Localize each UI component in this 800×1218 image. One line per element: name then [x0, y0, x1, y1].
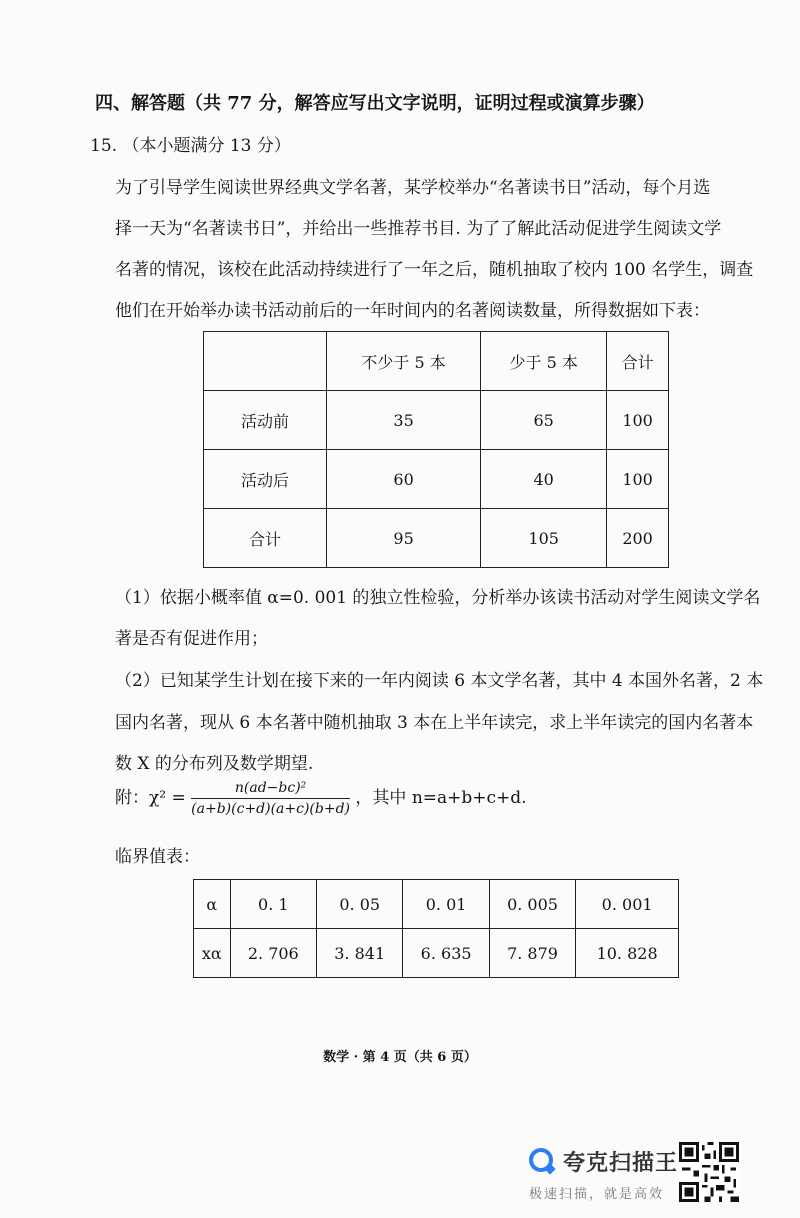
question-line-1: 为了引导学生阅读世界经典文学名著，某学校举办“名著读书日”活动，每个月选 [115, 178, 711, 198]
table-row [204, 450, 669, 509]
table-cell: 40 [481, 450, 607, 509]
table-header-row [204, 332, 669, 391]
table-cell: 10. 828 [576, 929, 679, 978]
table-cell: 3. 841 [317, 929, 403, 978]
question-line-3: 名著的情况，该校在此活动持续进行了一年之后，随机抽取了校内 100 名学生，调查 [115, 260, 754, 280]
survey-table [203, 331, 669, 568]
table-cell: 不少于 5 本 [327, 332, 481, 391]
qr-code-icon [679, 1142, 739, 1202]
table-row [194, 929, 679, 978]
table-row [194, 880, 679, 929]
table-cell: 活动前 [204, 391, 327, 450]
part1-line-1: （1）依据小概率值 α=0. 001 的独立性检验，分析举办该读书活动对学生阅读文学名 [115, 588, 761, 608]
table-cell: 105 [481, 509, 607, 568]
formula-numerator: n(ad−bc)² [191, 780, 350, 799]
formula-denominator: (a+b)(c+d)(a+c)(b+d) [191, 801, 351, 817]
table-cell: 100 [607, 450, 669, 509]
question-number: 15. （本小题满分 13 分） [90, 136, 291, 156]
table-cell: 合计 [607, 332, 669, 391]
table-cell: 35 [327, 391, 481, 450]
part2-line-3: 数 X 的分布列及数学期望. [115, 754, 314, 774]
table-cell: 60 [327, 450, 481, 509]
table-cell: xα [194, 929, 231, 978]
table-cell: 少于 5 本 [481, 332, 607, 391]
page-footer: 数学 · 第 4 页（共 6 页） [323, 1050, 477, 1065]
table-cell: 7. 879 [489, 929, 575, 978]
scanner-watermark [523, 1142, 793, 1206]
table-row [204, 509, 669, 568]
table-cell [204, 332, 327, 391]
formula-prefix: 附：χ² = [115, 788, 186, 808]
chi-square-formula [115, 780, 527, 817]
table-cell: α [194, 880, 231, 929]
quark-logo-icon [529, 1148, 553, 1172]
critical-value-table [193, 879, 679, 978]
part1-line-2: 著是否有促进作用； [115, 629, 268, 649]
table-cell: 100 [607, 391, 669, 450]
table-cell: 6. 635 [403, 929, 489, 978]
table-cell: 2. 706 [230, 929, 316, 978]
table-cell: 65 [481, 391, 607, 450]
formula-suffix: ，其中 n=a+b+c+d. [355, 788, 527, 808]
table-row [204, 391, 669, 450]
table-cell: 200 [607, 509, 669, 568]
section-header: 四、解答题（共 77 分，解答应写出文字说明，证明过程或演算步骤） [95, 93, 655, 114]
table-cell: 0. 1 [230, 880, 316, 929]
formula-fraction [191, 780, 350, 817]
table-cell: 0. 005 [489, 880, 575, 929]
question-line-2: 择一天为“名著读书日”，并给出一些推荐书目. 为了了解此活动促进学生阅读文学 [115, 219, 722, 239]
table-cell: 活动后 [204, 450, 327, 509]
table-cell: 合计 [204, 509, 327, 568]
part2-line-1: （2）已知某学生计划在接下来的一年内阅读 6 本文学名著，其中 4 本国外名著，2 本 [115, 671, 764, 691]
brand-name: 夸克扫描王 [563, 1151, 679, 1176]
table-cell: 0. 001 [576, 880, 679, 929]
brand-slogan: 极速扫描，就是高效 [529, 1187, 665, 1202]
table-cell: 0. 05 [317, 880, 403, 929]
table-cell: 95 [327, 509, 481, 568]
table-cell: 0. 01 [403, 880, 489, 929]
critical-value-label: 临界值表： [115, 847, 200, 867]
part2-line-2: 国内名著，现从 6 本名著中随机抽取 3 本在上半年读完，求上半年读完的国内名著本 [115, 713, 754, 733]
question-line-4: 他们在开始举办读书活动前后的一年时间内的名著阅读数量，所得数据如下表： [115, 301, 710, 321]
